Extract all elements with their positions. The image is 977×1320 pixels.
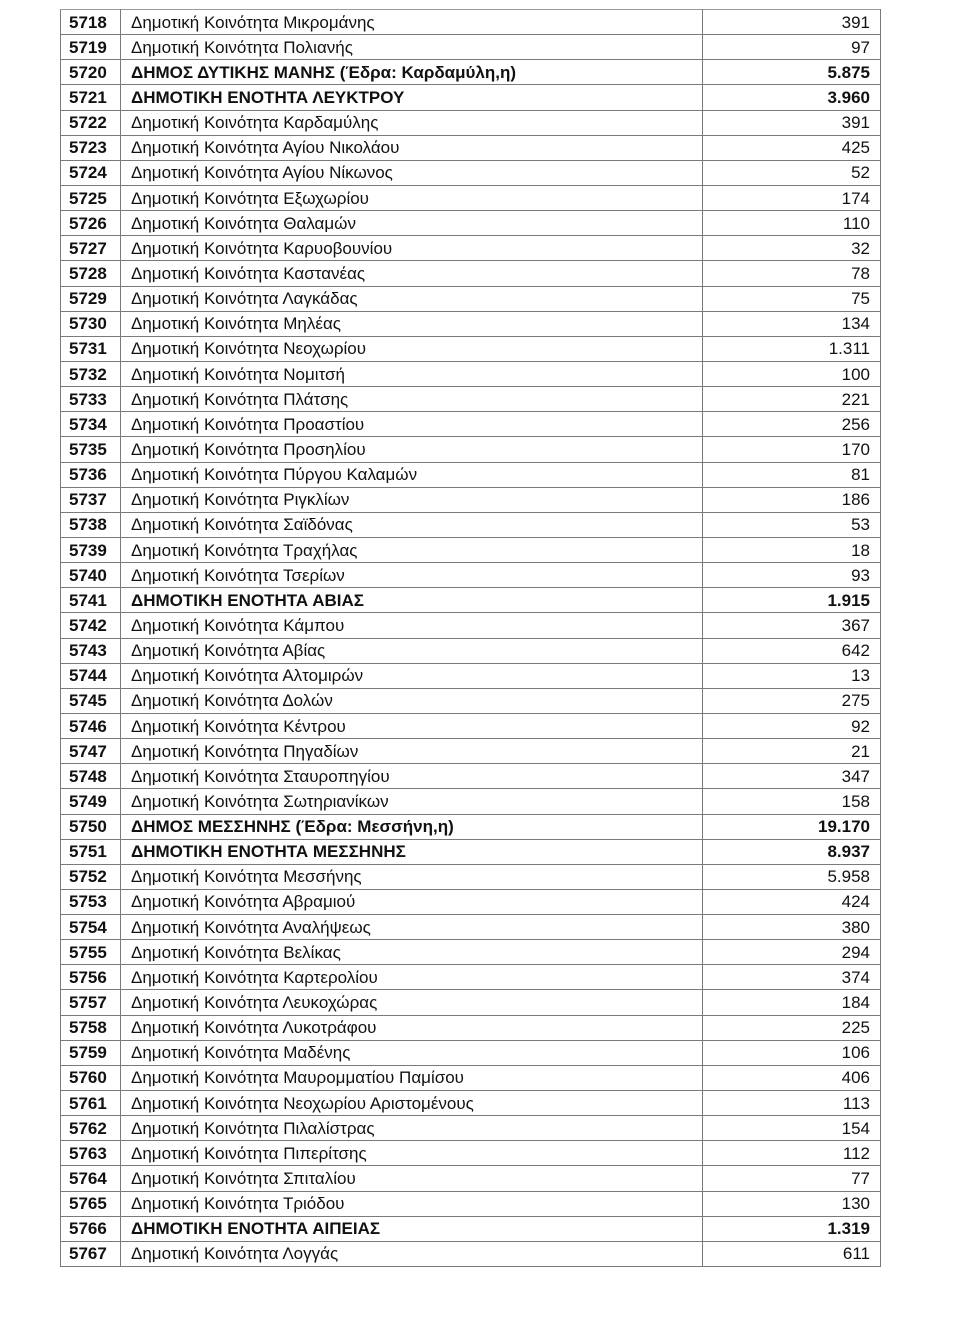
row-name-cell: Δημοτική Κοινότητα Καρυοβουνίου bbox=[121, 236, 703, 261]
table-row bbox=[61, 965, 881, 990]
table-row bbox=[61, 990, 881, 1015]
row-population-cell: 158 bbox=[703, 789, 881, 814]
row-population-cell: 425 bbox=[703, 135, 881, 160]
row-code-cell: 5750 bbox=[61, 814, 121, 839]
row-population-cell: 380 bbox=[703, 915, 881, 940]
row-code-cell: 5740 bbox=[61, 563, 121, 588]
row-population-cell: 391 bbox=[703, 10, 881, 35]
row-name-cell: ΔΗΜΟΤΙΚΗ ΕΝΟΤΗΤΑ ΛΕΥΚΤΡΟΥ bbox=[121, 85, 703, 110]
row-code-cell: 5722 bbox=[61, 110, 121, 135]
row-name-cell: Δημοτική Κοινότητα Τσερίων bbox=[121, 563, 703, 588]
row-name-cell: Δημοτική Κοινότητα Αλτομιρών bbox=[121, 663, 703, 688]
row-code-cell: 5743 bbox=[61, 638, 121, 663]
table-row bbox=[61, 211, 881, 236]
row-name-cell: Δημοτική Κοινότητα Αγίου Νικολάου bbox=[121, 135, 703, 160]
table-row bbox=[61, 336, 881, 361]
row-code-cell: 5759 bbox=[61, 1040, 121, 1065]
row-population-cell: 92 bbox=[703, 713, 881, 738]
table-row bbox=[61, 739, 881, 764]
row-population-cell: 8.937 bbox=[703, 839, 881, 864]
row-population-cell: 112 bbox=[703, 1141, 881, 1166]
row-population-cell: 174 bbox=[703, 185, 881, 210]
row-population-cell: 374 bbox=[703, 965, 881, 990]
table-row bbox=[61, 487, 881, 512]
row-population-cell: 78 bbox=[703, 261, 881, 286]
table-row bbox=[61, 286, 881, 311]
population-table-body bbox=[61, 10, 881, 1267]
table-row bbox=[61, 10, 881, 35]
row-population-cell: 186 bbox=[703, 487, 881, 512]
row-population-cell: 1.311 bbox=[703, 336, 881, 361]
row-code-cell: 5719 bbox=[61, 35, 121, 60]
row-name-cell: Δημοτική Κοινότητα Λογγάς bbox=[121, 1241, 703, 1266]
row-name-cell: Δημοτική Κοινότητα Καρτερολίου bbox=[121, 965, 703, 990]
row-population-cell: 5.958 bbox=[703, 864, 881, 889]
row-code-cell: 5723 bbox=[61, 135, 121, 160]
row-name-cell: Δημοτική Κοινότητα Κάμπου bbox=[121, 613, 703, 638]
row-name-cell: Δημοτική Κοινότητα Καστανέας bbox=[121, 261, 703, 286]
table-row bbox=[61, 185, 881, 210]
row-population-cell: 347 bbox=[703, 764, 881, 789]
table-row bbox=[61, 638, 881, 663]
table-row bbox=[61, 1065, 881, 1090]
row-name-cell: Δημοτική Κοινότητα Σωτηριανίκων bbox=[121, 789, 703, 814]
table-row bbox=[61, 387, 881, 412]
table-row bbox=[61, 60, 881, 85]
table-row bbox=[61, 588, 881, 613]
row-population-cell: 3.960 bbox=[703, 85, 881, 110]
table-row bbox=[61, 1015, 881, 1040]
row-population-cell: 106 bbox=[703, 1040, 881, 1065]
row-code-cell: 5758 bbox=[61, 1015, 121, 1040]
row-code-cell: 5738 bbox=[61, 512, 121, 537]
row-name-cell: Δημοτική Κοινότητα Τραχήλας bbox=[121, 537, 703, 562]
table-row bbox=[61, 889, 881, 914]
row-name-cell: Δημοτική Κοινότητα Σταυροπηγίου bbox=[121, 764, 703, 789]
table-row bbox=[61, 563, 881, 588]
row-code-cell: 5730 bbox=[61, 311, 121, 336]
table-row bbox=[61, 1141, 881, 1166]
table-row bbox=[61, 512, 881, 537]
table-row bbox=[61, 361, 881, 386]
row-population-cell: 18 bbox=[703, 537, 881, 562]
row-code-cell: 5747 bbox=[61, 739, 121, 764]
row-population-cell: 221 bbox=[703, 387, 881, 412]
row-name-cell: Δημοτική Κοινότητα Μικρομάνης bbox=[121, 10, 703, 35]
row-code-cell: 5749 bbox=[61, 789, 121, 814]
table-row bbox=[61, 537, 881, 562]
row-code-cell: 5745 bbox=[61, 688, 121, 713]
row-name-cell: Δημοτική Κοινότητα Λαγκάδας bbox=[121, 286, 703, 311]
row-name-cell: Δημοτική Κοινότητα Πηγαδίων bbox=[121, 739, 703, 764]
table-row bbox=[61, 814, 881, 839]
row-code-cell: 5757 bbox=[61, 990, 121, 1015]
table-row bbox=[61, 110, 881, 135]
row-name-cell: Δημοτική Κοινότητα Προσηλίου bbox=[121, 437, 703, 462]
table-row bbox=[61, 160, 881, 185]
row-code-cell: 5727 bbox=[61, 236, 121, 261]
row-name-cell: Δημοτική Κοινότητα Τριόδου bbox=[121, 1191, 703, 1216]
row-population-cell: 130 bbox=[703, 1191, 881, 1216]
row-code-cell: 5752 bbox=[61, 864, 121, 889]
row-name-cell: Δημοτική Κοινότητα Αβίας bbox=[121, 638, 703, 663]
row-name-cell: ΔΗΜΟΤΙΚΗ ΕΝΟΤΗΤΑ ΜΕΣΣΗΝΗΣ bbox=[121, 839, 703, 864]
row-population-cell: 75 bbox=[703, 286, 881, 311]
row-population-cell: 367 bbox=[703, 613, 881, 638]
table-row bbox=[61, 1191, 881, 1216]
table-row bbox=[61, 311, 881, 336]
row-population-cell: 184 bbox=[703, 990, 881, 1015]
row-code-cell: 5728 bbox=[61, 261, 121, 286]
row-name-cell: ΔΗΜΟΣ ΜΕΣΣΗΝΗΣ (Έδρα: Μεσσήνη,η) bbox=[121, 814, 703, 839]
row-name-cell: Δημοτική Κοινότητα Μαυρομματίου Παμίσου bbox=[121, 1065, 703, 1090]
row-population-cell: 294 bbox=[703, 940, 881, 965]
row-code-cell: 5726 bbox=[61, 211, 121, 236]
row-code-cell: 5739 bbox=[61, 537, 121, 562]
row-population-cell: 100 bbox=[703, 361, 881, 386]
row-population-cell: 110 bbox=[703, 211, 881, 236]
row-name-cell: Δημοτική Κοινότητα Αβραμιού bbox=[121, 889, 703, 914]
table-row bbox=[61, 1091, 881, 1116]
row-name-cell: Δημοτική Κοινότητα Σαϊδόνας bbox=[121, 512, 703, 537]
row-name-cell: Δημοτική Κοινότητα Πιλαλίστρας bbox=[121, 1116, 703, 1141]
row-name-cell: Δημοτική Κοινότητα Πιπερίτσης bbox=[121, 1141, 703, 1166]
row-name-cell: Δημοτική Κοινότητα Πύργου Καλαμών bbox=[121, 462, 703, 487]
row-code-cell: 5725 bbox=[61, 185, 121, 210]
row-code-cell: 5765 bbox=[61, 1191, 121, 1216]
row-population-cell: 5.875 bbox=[703, 60, 881, 85]
row-population-cell: 611 bbox=[703, 1241, 881, 1266]
row-population-cell: 225 bbox=[703, 1015, 881, 1040]
row-code-cell: 5753 bbox=[61, 889, 121, 914]
row-name-cell: Δημοτική Κοινότητα Λυκοτράφου bbox=[121, 1015, 703, 1040]
row-population-cell: 32 bbox=[703, 236, 881, 261]
row-population-cell: 256 bbox=[703, 412, 881, 437]
table-row bbox=[61, 613, 881, 638]
row-name-cell: ΔΗΜΟΣ ΔΥΤΙΚΗΣ ΜΑΝΗΣ (Έδρα: Καρδαμύλη,η) bbox=[121, 60, 703, 85]
row-name-cell: Δημοτική Κοινότητα Θαλαμών bbox=[121, 211, 703, 236]
row-population-cell: 170 bbox=[703, 437, 881, 462]
row-population-cell: 13 bbox=[703, 663, 881, 688]
table-row bbox=[61, 688, 881, 713]
table-row bbox=[61, 864, 881, 889]
row-code-cell: 5742 bbox=[61, 613, 121, 638]
row-code-cell: 5744 bbox=[61, 663, 121, 688]
row-population-cell: 53 bbox=[703, 512, 881, 537]
row-code-cell: 5762 bbox=[61, 1116, 121, 1141]
table-row bbox=[61, 1241, 881, 1266]
row-code-cell: 5720 bbox=[61, 60, 121, 85]
table-row bbox=[61, 85, 881, 110]
row-population-cell: 275 bbox=[703, 688, 881, 713]
table-row bbox=[61, 412, 881, 437]
row-population-cell: 642 bbox=[703, 638, 881, 663]
row-name-cell: Δημοτική Κοινότητα Πλάτσης bbox=[121, 387, 703, 412]
row-name-cell: Δημοτική Κοινότητα Δολών bbox=[121, 688, 703, 713]
row-name-cell: ΔΗΜΟΤΙΚΗ ΕΝΟΤΗΤΑ ΑΙΠΕΙΑΣ bbox=[121, 1216, 703, 1241]
row-code-cell: 5756 bbox=[61, 965, 121, 990]
row-name-cell: Δημοτική Κοινότητα Νεοχωρίου bbox=[121, 336, 703, 361]
row-name-cell: ΔΗΜΟΤΙΚΗ ΕΝΟΤΗΤΑ ΑΒΙΑΣ bbox=[121, 588, 703, 613]
row-code-cell: 5755 bbox=[61, 940, 121, 965]
row-name-cell: Δημοτική Κοινότητα Εξωχωρίου bbox=[121, 185, 703, 210]
row-population-cell: 93 bbox=[703, 563, 881, 588]
table-row bbox=[61, 1116, 881, 1141]
row-code-cell: 5763 bbox=[61, 1141, 121, 1166]
table-row bbox=[61, 261, 881, 286]
table-row bbox=[61, 35, 881, 60]
table-row bbox=[61, 135, 881, 160]
row-code-cell: 5718 bbox=[61, 10, 121, 35]
table-row bbox=[61, 764, 881, 789]
row-code-cell: 5754 bbox=[61, 915, 121, 940]
table-row bbox=[61, 839, 881, 864]
row-code-cell: 5734 bbox=[61, 412, 121, 437]
row-population-cell: 134 bbox=[703, 311, 881, 336]
table-row bbox=[61, 437, 881, 462]
row-code-cell: 5724 bbox=[61, 160, 121, 185]
table-row bbox=[61, 940, 881, 965]
row-code-cell: 5735 bbox=[61, 437, 121, 462]
row-code-cell: 5748 bbox=[61, 764, 121, 789]
row-name-cell: Δημοτική Κοινότητα Αγίου Νίκωνος bbox=[121, 160, 703, 185]
row-population-cell: 97 bbox=[703, 35, 881, 60]
table-row bbox=[61, 462, 881, 487]
table-row bbox=[61, 713, 881, 738]
row-population-cell: 1.319 bbox=[703, 1216, 881, 1241]
row-population-cell: 1.915 bbox=[703, 588, 881, 613]
row-name-cell: Δημοτική Κοινότητα Καρδαμύλης bbox=[121, 110, 703, 135]
table-row bbox=[61, 1216, 881, 1241]
row-population-cell: 154 bbox=[703, 1116, 881, 1141]
row-name-cell: Δημοτική Κοινότητα Σπιταλίου bbox=[121, 1166, 703, 1191]
row-name-cell: Δημοτική Κοινότητα Νομιτσή bbox=[121, 361, 703, 386]
row-name-cell: Δημοτική Κοινότητα Αναλήψεως bbox=[121, 915, 703, 940]
row-code-cell: 5721 bbox=[61, 85, 121, 110]
row-code-cell: 5732 bbox=[61, 361, 121, 386]
row-code-cell: 5741 bbox=[61, 588, 121, 613]
table-row bbox=[61, 663, 881, 688]
row-code-cell: 5729 bbox=[61, 286, 121, 311]
row-code-cell: 5767 bbox=[61, 1241, 121, 1266]
row-population-cell: 21 bbox=[703, 739, 881, 764]
row-code-cell: 5761 bbox=[61, 1091, 121, 1116]
row-code-cell: 5746 bbox=[61, 713, 121, 738]
row-code-cell: 5731 bbox=[61, 336, 121, 361]
row-population-cell: 77 bbox=[703, 1166, 881, 1191]
row-code-cell: 5764 bbox=[61, 1166, 121, 1191]
row-population-cell: 52 bbox=[703, 160, 881, 185]
row-population-cell: 424 bbox=[703, 889, 881, 914]
row-name-cell: Δημοτική Κοινότητα Βελίκας bbox=[121, 940, 703, 965]
population-table bbox=[60, 9, 881, 1267]
row-name-cell: Δημοτική Κοινότητα Λευκοχώρας bbox=[121, 990, 703, 1015]
table-row bbox=[61, 915, 881, 940]
row-name-cell: Δημοτική Κοινότητα Μαδένης bbox=[121, 1040, 703, 1065]
row-name-cell: Δημοτική Κοινότητα Μεσσήνης bbox=[121, 864, 703, 889]
row-population-cell: 113 bbox=[703, 1091, 881, 1116]
table-row bbox=[61, 236, 881, 261]
row-population-cell: 19.170 bbox=[703, 814, 881, 839]
row-code-cell: 5733 bbox=[61, 387, 121, 412]
row-code-cell: 5751 bbox=[61, 839, 121, 864]
row-name-cell: Δημοτική Κοινότητα Προαστίου bbox=[121, 412, 703, 437]
row-name-cell: Δημοτική Κοινότητα Πολιανής bbox=[121, 35, 703, 60]
row-code-cell: 5736 bbox=[61, 462, 121, 487]
row-name-cell: Δημοτική Κοινότητα Μηλέας bbox=[121, 311, 703, 336]
table-row bbox=[61, 789, 881, 814]
row-code-cell: 5766 bbox=[61, 1216, 121, 1241]
row-population-cell: 81 bbox=[703, 462, 881, 487]
row-name-cell: Δημοτική Κοινότητα Νεοχωρίου Αριστομένους bbox=[121, 1091, 703, 1116]
table-row bbox=[61, 1166, 881, 1191]
row-name-cell: Δημοτική Κοινότητα Ριγκλίων bbox=[121, 487, 703, 512]
row-code-cell: 5760 bbox=[61, 1065, 121, 1090]
row-population-cell: 391 bbox=[703, 110, 881, 135]
row-name-cell: Δημοτική Κοινότητα Κέντρου bbox=[121, 713, 703, 738]
table-row bbox=[61, 1040, 881, 1065]
row-population-cell: 406 bbox=[703, 1065, 881, 1090]
row-code-cell: 5737 bbox=[61, 487, 121, 512]
